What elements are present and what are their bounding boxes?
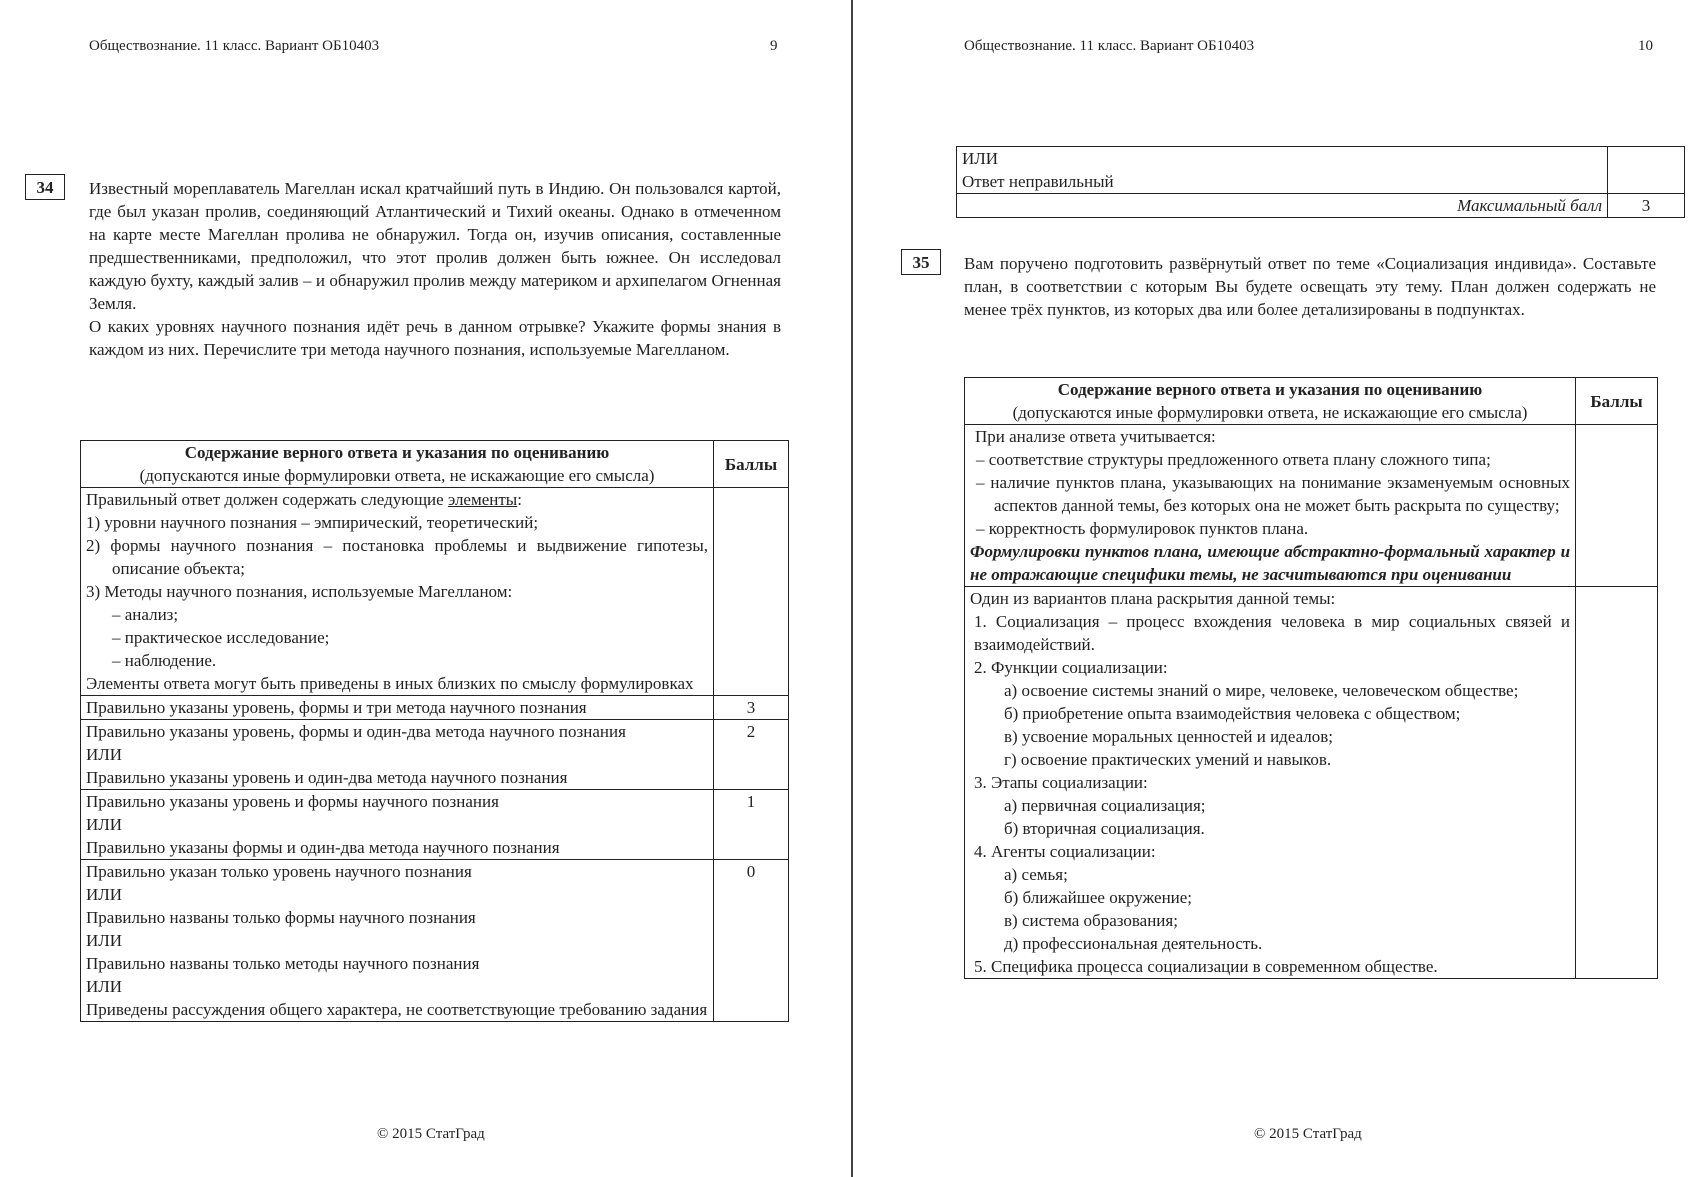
score-value: 3 <box>714 696 789 720</box>
score-header: Баллы <box>714 441 789 488</box>
answer-content <box>81 488 714 696</box>
method-item: – практическое исследование; <box>112 628 330 647</box>
scoring-table <box>80 440 789 1022</box>
method-item: – наблюдение. <box>112 651 217 670</box>
criteria-line: Правильно названы только формы научного познания <box>86 908 476 927</box>
answer-item: 1) уровни научного познания – эмпирический, теоретический; <box>86 513 539 532</box>
criteria-row <box>957 147 1685 194</box>
criteria-line: ИЛИ <box>86 931 123 950</box>
criteria-line: Правильно указаны уровень и один-два метода научного познания <box>86 768 568 787</box>
table-header-title: Содержание верного ответа и указания по оцениванию <box>1057 380 1483 399</box>
plan-subpoint: а) освоение системы знаний о мире, человеке, человеческом обществе; <box>1004 681 1519 700</box>
score-cell-empty <box>714 488 789 696</box>
table-header-row <box>81 441 789 488</box>
method-item: – анализ; <box>112 605 179 624</box>
plan-subpoint: а) семья; <box>1004 865 1068 884</box>
criteria-line: ИЛИ <box>86 885 123 904</box>
table-header-subtitle: (допускаются иные формулировки ответа, не искажающие его смысла) <box>1012 403 1528 422</box>
question-text <box>964 252 1656 321</box>
plan-subpoint: в) усвоение моральных ценностей и идеалов; <box>1004 727 1334 746</box>
plan-subpoint: д) профессиональная деятельность. <box>1004 934 1263 953</box>
left-page <box>0 0 852 1177</box>
analysis-intro: При анализе ответа учитывается: <box>975 427 1216 446</box>
criteria-line: Правильно указаны уровень, формы и один-два метода научного познания <box>86 722 626 741</box>
answer-intro-link: элементы <box>447 490 518 509</box>
criteria-line: Правильно указан только уровень научного познания <box>86 862 472 881</box>
criteria-line: ИЛИ <box>86 745 123 764</box>
answer-intro-end: : <box>517 490 522 509</box>
plan-point: 5. Специфика процесса социализации в современном обществе. <box>974 957 1438 976</box>
answer-note: Элементы ответа могут быть приведены в иных близких по смыслу формулировках <box>86 674 694 693</box>
scoring-table <box>964 377 1658 979</box>
score-value: 0 <box>714 860 789 1022</box>
page-divider <box>851 0 853 1177</box>
score-value: 2 <box>714 720 789 790</box>
page-header: Обществознание. 11 класс. Вариант ОБ10403 <box>964 38 1255 54</box>
right-page <box>854 0 1706 1177</box>
criteria-line: Правильно указаны формы и один-два метода научного познания <box>86 838 560 857</box>
criteria-row <box>81 696 789 720</box>
question-paragraph: Вам поручено подготовить развёрнутый ответ по теме «Социализация индивида». Составьте план, в соответствии с которым Вы будете освещать эту тему. План должен содержать не менее трёх пунктов, из которых два или более детализированы в подпунктах. <box>964 254 1656 319</box>
question-text <box>89 177 781 361</box>
question-paragraph: О каких уровнях научного познания идёт речь в данном отрывке? Укажите формы знания в каждом из них. Перечислите три метода научного познания, используемые Магелланом. <box>89 317 781 359</box>
criteria-row <box>81 790 789 860</box>
page-number: 9 <box>770 38 778 54</box>
question-number: 35 <box>901 249 941 275</box>
criteria-text <box>81 790 714 860</box>
max-score-value: 3 <box>1607 194 1684 218</box>
previous-table-continuation <box>956 146 1685 218</box>
analysis-content <box>965 425 1576 587</box>
page-footer: © 2015 СтатГрад <box>1254 1126 1362 1142</box>
analysis-item: – соответствие структуры предложенного ответа плану сложного типа; <box>976 450 1491 469</box>
criteria-line: Правильно указаны уровень, формы и три метода научного познания <box>86 698 587 717</box>
score-value: 1 <box>714 790 789 860</box>
page-footer: © 2015 СтатГрад <box>377 1126 485 1142</box>
table-header-subtitle: (допускаются иные формулировки ответа, не искажающие его смысла) <box>139 466 655 485</box>
analysis-item: – корректность формулировок пунктов плана. <box>976 519 1309 538</box>
score-cell-empty <box>1607 147 1684 194</box>
page-header: Обществознание. 11 класс. Вариант ОБ10403 <box>89 38 380 54</box>
plan-subpoint: б) приобретение опыта взаимодействия человека с обществом; <box>1004 704 1461 723</box>
criteria-line: Ответ неправильный <box>962 172 1114 191</box>
analysis-row <box>965 425 1658 587</box>
criteria-text <box>81 720 714 790</box>
plan-intro: Один из вариантов плана раскрытия данной темы: <box>970 589 1336 608</box>
analysis-warning: Формулировки пунктов плана, имеющие абстрактно-формальный характер и не отражающие специфики темы, не засчитываются при оценивании <box>970 542 1571 584</box>
criteria-line: Правильно указаны уровень и формы научного познания <box>86 792 499 811</box>
answer-item: 3) Методы научного познания, используемые Магелланом: <box>86 582 513 601</box>
table-header-cell <box>81 441 714 488</box>
answer-item: 2) формы научного познания – постановка проблемы и выдвижение гипотезы, описание объекта; <box>86 536 709 578</box>
plan-point: 2. Функции социализации: <box>974 658 1168 677</box>
table-header-row <box>965 378 1658 425</box>
criteria-text <box>81 860 714 1022</box>
criteria-text <box>957 147 1608 194</box>
analysis-item: – наличие пунктов плана, указывающих на понимание экзаменуемым основных аспектов данной темы, без которых она не может быть раскрыта по существу; <box>976 473 1571 515</box>
question-paragraph: Известный мореплаватель Магеллан искал кратчайший путь в Индию. Он пользовался картой, где был указан пролив, соединяющий Атлантический и Тихий океаны. Однако в отмеченном на карте месте Магеллан пролива не обнаружил. Тогда он, изучив описания, составленные предшественниками, предположил, что этот пролив должен быть южнее. Он исследовал каждую бухту, каждый залив – и обнаружил пролив между материком и архипелагом Огненная Земля. <box>89 179 781 313</box>
criteria-line: ИЛИ <box>86 977 123 996</box>
plan-point: 4. Агенты социализации: <box>974 842 1156 861</box>
table-header-title: Содержание верного ответа и указания по оцениванию <box>184 443 610 462</box>
max-score-label: Максимальный балл <box>957 194 1608 218</box>
plan-subpoint: в) система образования; <box>1004 911 1178 930</box>
criteria-line: Приведены рассуждения общего характера, не соответствующие требованию задания <box>86 1000 708 1019</box>
plan-subpoint: б) вторичная социализация. <box>1004 819 1205 838</box>
page-number: 10 <box>1638 38 1653 54</box>
question-number: 34 <box>25 174 65 200</box>
plan-point: 3. Этапы социализации: <box>974 773 1148 792</box>
plan-point: 1. Социализация – процесс вхождения человека в мир социальных связей и взаимодействий. <box>974 612 1571 654</box>
criteria-line: Правильно названы только методы научного познания <box>86 954 480 973</box>
score-cell-empty <box>1576 587 1658 979</box>
plan-content <box>965 587 1576 979</box>
answer-intro: Правильный ответ должен содержать следующие <box>86 490 444 509</box>
criteria-row <box>81 860 789 1022</box>
plan-subpoint: б) ближайшее окружение; <box>1004 888 1193 907</box>
score-cell-empty <box>1576 425 1658 587</box>
plan-row <box>965 587 1658 979</box>
criteria-line: ИЛИ <box>86 815 123 834</box>
table-header-cell <box>965 378 1576 425</box>
criteria-line: ИЛИ <box>962 149 999 168</box>
score-header: Баллы <box>1576 378 1658 425</box>
plan-subpoint: а) первичная социализация; <box>1004 796 1206 815</box>
plan-subpoint: г) освоение практических умений и навыков. <box>1004 750 1332 769</box>
criteria-text <box>81 696 714 720</box>
max-score-row <box>957 194 1685 218</box>
criteria-row <box>81 720 789 790</box>
answer-row <box>81 488 789 696</box>
